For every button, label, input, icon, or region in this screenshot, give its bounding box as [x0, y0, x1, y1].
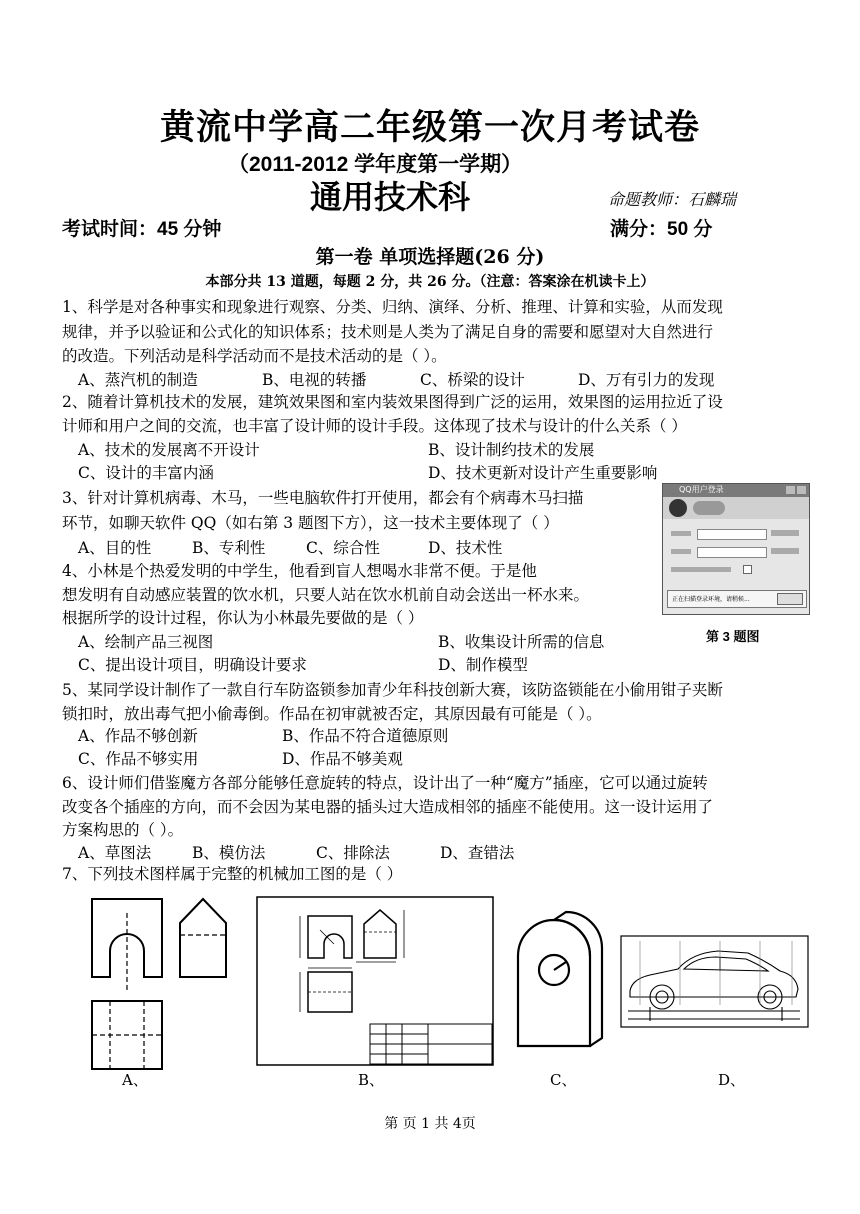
qq-forgot-link[interactable] [771, 548, 799, 554]
question-3-line-2: 环节，如聊天软件 QQ（如右第 3 题图下方），这一技术主要体现了（ ） [62, 514, 559, 532]
exam-subtitle: （2011-2012 学年度第一学期） [228, 153, 523, 176]
drawing-b-engineering-sheet [256, 896, 496, 1068]
question-4-line-3: 根据所学的设计过程，你认为小林最先要做的是（ ） [62, 609, 424, 627]
question-1-option-a: A、蒸汽机的制造 [78, 371, 198, 389]
figure-3-caption: 第 3 题图 [706, 629, 760, 644]
full-score: 满分：50 分 [610, 219, 713, 240]
qq-account-label [671, 531, 691, 536]
question-2-option-a: A、技术的发展离不开设计 [78, 441, 260, 459]
question-3-option-d: D、技术性 [428, 539, 503, 557]
close-icon [797, 486, 806, 494]
question-4-line-2: 想发明有自动感应装置的饮水机，只要人站在饮水机前自动会送出一杯水来。 [62, 586, 590, 604]
question-4-line-1: 4、小林是个热爱发明的中学生，他看到盲人想喝水非常不便。于是他 [62, 562, 537, 580]
question-1-option-d: D、万有引力的发现 [578, 371, 715, 389]
minimize-icon [786, 486, 795, 494]
question-6-line-3: 方案构思的（ ）。 [62, 821, 184, 839]
exam-title: 黄流中学高二年级第一次月考试卷 [159, 107, 700, 148]
question-3-line-1: 3、针对计算机病毒、木马，一些电脑软件打开使用，都会有个病毒木马扫描 [62, 489, 584, 507]
exam-time: 考试时间：45 分钟 [62, 219, 222, 240]
question-2-line-1: 2、随着计算机技术的发展，建筑效果图和室内装效果图得到广泛的运用，效果图的运用拉近了设 [62, 393, 723, 411]
question-5-line-1: 5、某同学设计制作了一款自行车防盗锁参加青少年科技创新大赛，该防盗锁能在小偷用钳子夹断 [62, 681, 723, 699]
section-title: 第一卷 单项选择题(26 分) [315, 246, 545, 268]
qq-logo-icon [693, 501, 725, 515]
question-2-line-2: 计师和用户之间的交流，也丰富了设计师的设计手段。这体现了技术与设计的什么关系（ ） [62, 417, 687, 435]
question-6-option-a: A、草图法 [78, 844, 152, 862]
question-6-option-b: B、模仿法 [192, 844, 266, 862]
question-1-line-1: 1、科学是对各种事实和现象进行观察、分类、归纳、演绎、分析、推理、计算和实验，从而发现 [62, 298, 723, 316]
drawing-a-three-views [88, 893, 238, 1075]
question-6-line-2: 改变各个插座的方向，而不会因为某电器的插头过大造成相邻的插座不能使用。这一设计运用了 [62, 798, 714, 816]
question-6-line-1: 6、设计师们借鉴魔方各部分能够任意旋转的特点，设计出了一种“魔方”插座，它可以通过旋转 [62, 774, 708, 792]
question-1-option-b: B、电视的转播 [262, 371, 367, 389]
question-1-line-2: 规律，并予以验证和公式化的知识体系；技术则是人类为了满足自身的需要和愿望对大自然进行 [62, 323, 714, 341]
q7-label-d: D、 [718, 1071, 746, 1089]
q7-label-b: B、 [358, 1071, 385, 1089]
question-6-option-c: C、排除法 [316, 844, 390, 862]
qq-window-title: QQ用户登录 [679, 485, 724, 494]
question-5-option-d: D、作品不够美观 [282, 750, 403, 768]
question-2-option-c: C、设计的丰富内涵 [78, 464, 214, 482]
qq-account-input[interactable] [697, 529, 767, 540]
question-3-option-c: C、综合性 [306, 539, 380, 557]
question-7-line-1: 7、下列技术图样属于完整的机械加工图的是（ ） [62, 865, 403, 883]
qq-form [663, 519, 809, 591]
drawing-c-isometric-part [512, 906, 608, 1056]
q7-label-c: C、 [550, 1071, 577, 1089]
question-5-line-2: 锁扣时，放出毒气把小偷毒倒。作品在初审就被否定，其原因最有可能是（ ）。 [62, 705, 602, 723]
question-3-option-b: B、专利性 [192, 539, 266, 557]
question-4-option-a: A、绘制产品三视图 [78, 633, 214, 651]
qq-register-link[interactable] [771, 530, 799, 536]
qq-cancel-button[interactable] [777, 593, 803, 605]
qq-password-input[interactable] [697, 547, 767, 558]
teacher-name: 命题教师：石麟瑞 [608, 190, 737, 209]
question-5-option-a: A、作品不够创新 [78, 727, 198, 745]
question-5-option-c: C、作品不够实用 [78, 750, 199, 768]
drawing-d-car-layout [620, 935, 810, 1029]
question-2-option-b: B、设计制约技术的发展 [428, 441, 595, 459]
section-note: 本部分共 13 道题，每题 2 分，共 26 分。（注意：答案涂在机读卡上） [205, 274, 655, 290]
qq-scan-text: 正在扫描登录环境，请稍候... [672, 596, 750, 603]
qq-window-titlebar [663, 484, 809, 497]
question-1-option-c: C、桥梁的设计 [420, 371, 525, 389]
question-4-option-c: C、提出设计项目，明确设计要求 [78, 656, 307, 674]
penguin-icon [669, 499, 687, 517]
page-footer: 第 页 1 共 4页 [384, 1116, 476, 1132]
exam-subject: 通用技术科 [310, 179, 471, 215]
qq-password-label [671, 549, 691, 554]
question-4-option-d: D、制作模型 [438, 656, 528, 674]
qq-banner [663, 497, 809, 519]
qq-auto-login-checkbox[interactable] [743, 565, 752, 574]
question-1-line-3: 的改造。下列活动是科学活动而不是技术活动的是（ ）。 [62, 347, 447, 365]
question-6-option-d: D、查错法 [440, 844, 515, 862]
qq-login-window [662, 483, 810, 615]
question-3-option-a: A、目的性 [78, 539, 152, 557]
question-5-option-b: B、作品不符合道德原则 [282, 727, 449, 745]
qq-scan-bar [667, 590, 807, 608]
question-2-option-d: D、技术更新对设计产生重要影响 [428, 464, 658, 482]
question-4-option-b: B、收集设计所需的信息 [438, 633, 605, 651]
q7-label-a: A、 [122, 1071, 148, 1089]
qq-status-selector[interactable] [671, 567, 731, 572]
